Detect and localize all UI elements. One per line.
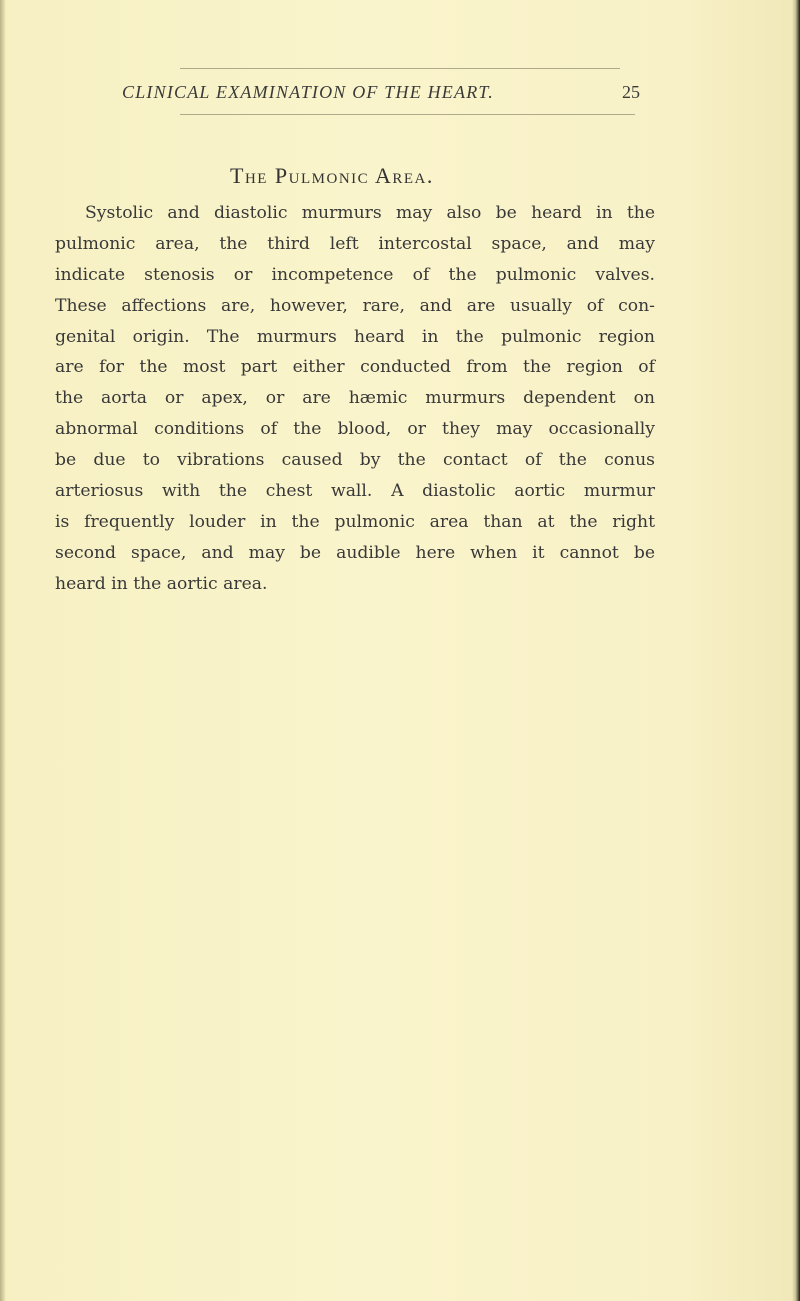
paragraph-line: abnormal conditions of the blood, or they may occasionally (55, 419, 655, 440)
paragraph-line: genital origin. The murmurs heard in the pulmonic region (55, 326, 655, 347)
page-left-edge (0, 0, 6, 1301)
running-head-title: CLINICAL EXAMINATION OF THE HEART. (122, 82, 494, 102)
page-number: 25 (622, 82, 640, 102)
header-rule-bottom (180, 114, 635, 115)
paragraph-line: second space, and may be audible here when it cannot be (55, 542, 655, 563)
paragraph-line: be due to vibrations caused by the contact of the conus (55, 450, 655, 471)
paragraph-line: These affections are, however, rare, and are usually of con- (55, 295, 655, 316)
header-rule-top (180, 68, 620, 69)
paragraph-line: is frequently louder in the pulmonic area than at the right (55, 511, 655, 532)
section-title: The Pulmonic Area. (230, 163, 434, 188)
paragraph-line-last: heard in the aortic area. (55, 573, 268, 594)
paragraph-line: pulmonic area, the third left intercostal space, and may (55, 233, 655, 254)
paragraph-line: arteriosus with the chest wall. A diastolic aortic murmur (55, 481, 655, 502)
paragraph-line: indicate stenosis or incompetence of the pulmonic valves. (55, 264, 655, 285)
paragraph-line: the aorta or apex, or are hæmic murmurs dependent on (55, 388, 655, 409)
paragraph-line: are for the most part either conducted from the region of (55, 357, 655, 378)
body-paragraph (55, 198, 655, 600)
page-right-edge (792, 0, 800, 1301)
paragraph-line: Systolic and diastolic murmurs may also be heard in the (85, 203, 655, 223)
running-head (122, 82, 662, 108)
